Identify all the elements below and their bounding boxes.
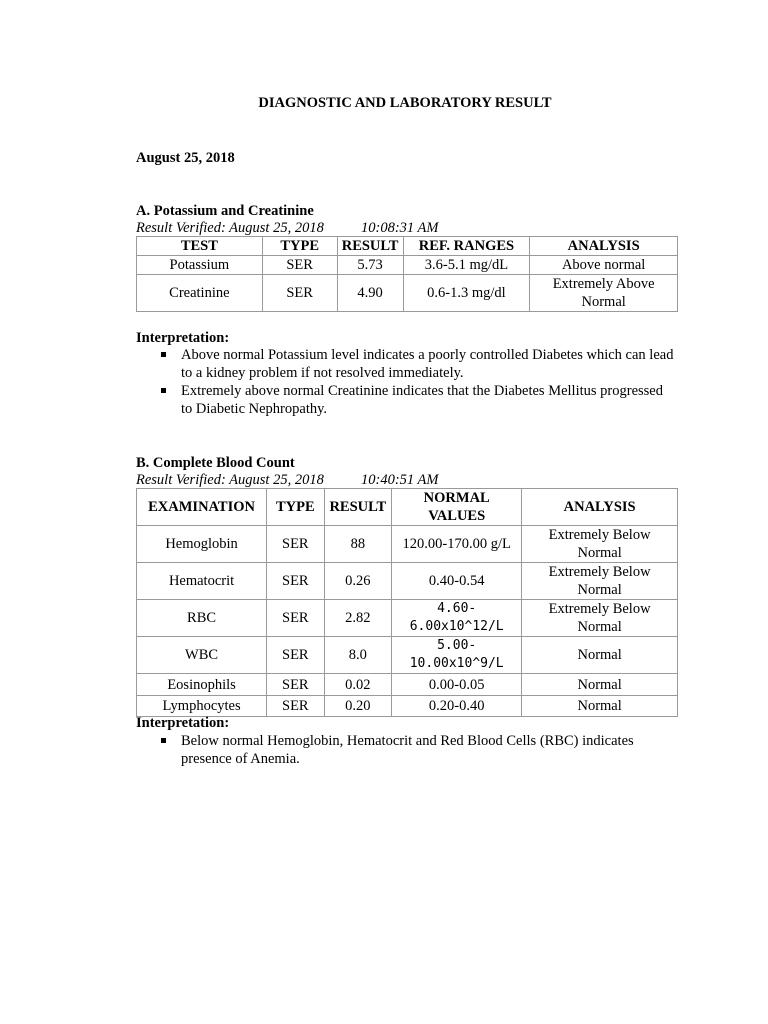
cell-examination: Eosinophils	[137, 674, 267, 696]
bullet-icon	[161, 738, 166, 743]
bullet-icon	[161, 352, 166, 357]
col-header-type: TYPE	[262, 237, 337, 256]
cell-result: 0.20	[324, 696, 392, 717]
cell-type: SER	[267, 600, 324, 637]
verified-time: 10:08:31 AM	[361, 220, 439, 236]
cell-normal-value: 120.00-170.00 g/L	[392, 526, 522, 563]
cell-normal-value: 4.60-6.00x10^12/L	[392, 600, 522, 637]
cell-examination: WBC	[137, 637, 267, 674]
cell-normal-value: 0.20-0.40	[392, 696, 522, 717]
col-header-examination: EXAMINATION	[137, 489, 267, 526]
verified-date: Result Verified: August 25, 2018	[136, 220, 324, 236]
section-a-verified	[136, 219, 439, 237]
cell-normal-value: 0.00-0.05	[392, 674, 522, 696]
table-a	[136, 236, 678, 312]
page-title: DIAGNOSTIC AND LABORATORY RESULT	[258, 95, 552, 111]
report-date: August 25, 2018	[136, 150, 235, 166]
table-a-header-row	[137, 237, 678, 256]
table-b	[136, 488, 678, 717]
bullet-icon	[161, 388, 166, 393]
cell-normal-value: 0.40-0.54	[392, 563, 522, 600]
cell-examination: RBC	[137, 600, 267, 637]
cell-analysis: Extremely Below Normal	[522, 526, 678, 563]
cell-result: 0.02	[324, 674, 392, 696]
cell-type: SER	[267, 526, 324, 563]
cell-analysis: Normal	[522, 696, 678, 717]
table-row	[137, 526, 678, 563]
cell-type: SER	[267, 696, 324, 717]
cell-examination: Hemoglobin	[137, 526, 267, 563]
cell-analysis: Extremely Below Normal	[522, 563, 678, 600]
cell-result: 5.73	[337, 256, 403, 275]
cell-analysis: Above normal	[530, 256, 678, 275]
section-b-interpretation-list	[136, 732, 676, 768]
table-row	[137, 637, 678, 674]
cell-type: SER	[262, 256, 337, 275]
table-row	[137, 563, 678, 600]
col-header-type: TYPE	[267, 489, 324, 526]
list-item-text: Above normal Potassium level indicates a poorly controlled Diabetes which can lead to a kidney problem if not resolved immediately.	[181, 347, 674, 381]
cell-analysis: Normal	[522, 674, 678, 696]
cell-type: SER	[262, 275, 337, 312]
list-item	[136, 732, 676, 768]
section-a-interpretation-label: Interpretation:	[136, 330, 230, 346]
col-header-analysis: ANALYSIS	[522, 489, 678, 526]
cell-test: Creatinine	[137, 275, 263, 312]
table-row	[137, 275, 678, 312]
cell-type: SER	[267, 637, 324, 674]
col-header-result: RESULT	[324, 489, 392, 526]
cell-examination: Hematocrit	[137, 563, 267, 600]
cell-result: 2.82	[324, 600, 392, 637]
list-item	[136, 382, 676, 418]
section-a-interpretation-list	[136, 346, 676, 418]
cell-test: Potassium	[137, 256, 263, 275]
list-item-text: Extremely above normal Creatinine indicates that the Diabetes Mellitus progressed to Diabetic Nephropathy.	[181, 383, 663, 417]
cell-ref-range: 0.6-1.3 mg/dl	[403, 275, 530, 312]
cell-result: 0.26	[324, 563, 392, 600]
col-header-test: TEST	[137, 237, 263, 256]
cell-analysis: Extremely Above Normal	[530, 275, 678, 312]
col-header-ref-ranges: REF. RANGES	[403, 237, 530, 256]
cell-normal-value: 5.00-10.00x10^9/L	[392, 637, 522, 674]
list-item	[136, 346, 676, 382]
cell-examination: Lymphocytes	[137, 696, 267, 717]
table-row	[137, 674, 678, 696]
section-b-verified	[136, 471, 439, 489]
cell-type: SER	[267, 674, 324, 696]
table-row	[137, 600, 678, 637]
verified-time: 10:40:51 AM	[361, 472, 439, 488]
section-b-interpretation-label: Interpretation:	[136, 715, 230, 731]
cell-result: 4.90	[337, 275, 403, 312]
cell-result: 88	[324, 526, 392, 563]
cell-ref-range: 3.6-5.1 mg/dL	[403, 256, 530, 275]
section-b-heading: B. Complete Blood Count	[136, 455, 295, 471]
col-header-result: RESULT	[337, 237, 403, 256]
col-header-normal-values: NORMAL VALUES	[392, 489, 522, 526]
cell-analysis: Normal	[522, 637, 678, 674]
table-row	[137, 256, 678, 275]
cell-analysis: Extremely Below Normal	[522, 600, 678, 637]
verified-date: Result Verified: August 25, 2018	[136, 472, 324, 488]
col-header-analysis: ANALYSIS	[530, 237, 678, 256]
table-b-header-row	[137, 489, 678, 526]
section-a-heading: A. Potassium and Creatinine	[136, 203, 314, 219]
cell-type: SER	[267, 563, 324, 600]
list-item-text: Below normal Hemoglobin, Hematocrit and Red Blood Cells (RBC) indicates presence of Anemia.	[181, 733, 634, 767]
cell-result: 8.0	[324, 637, 392, 674]
